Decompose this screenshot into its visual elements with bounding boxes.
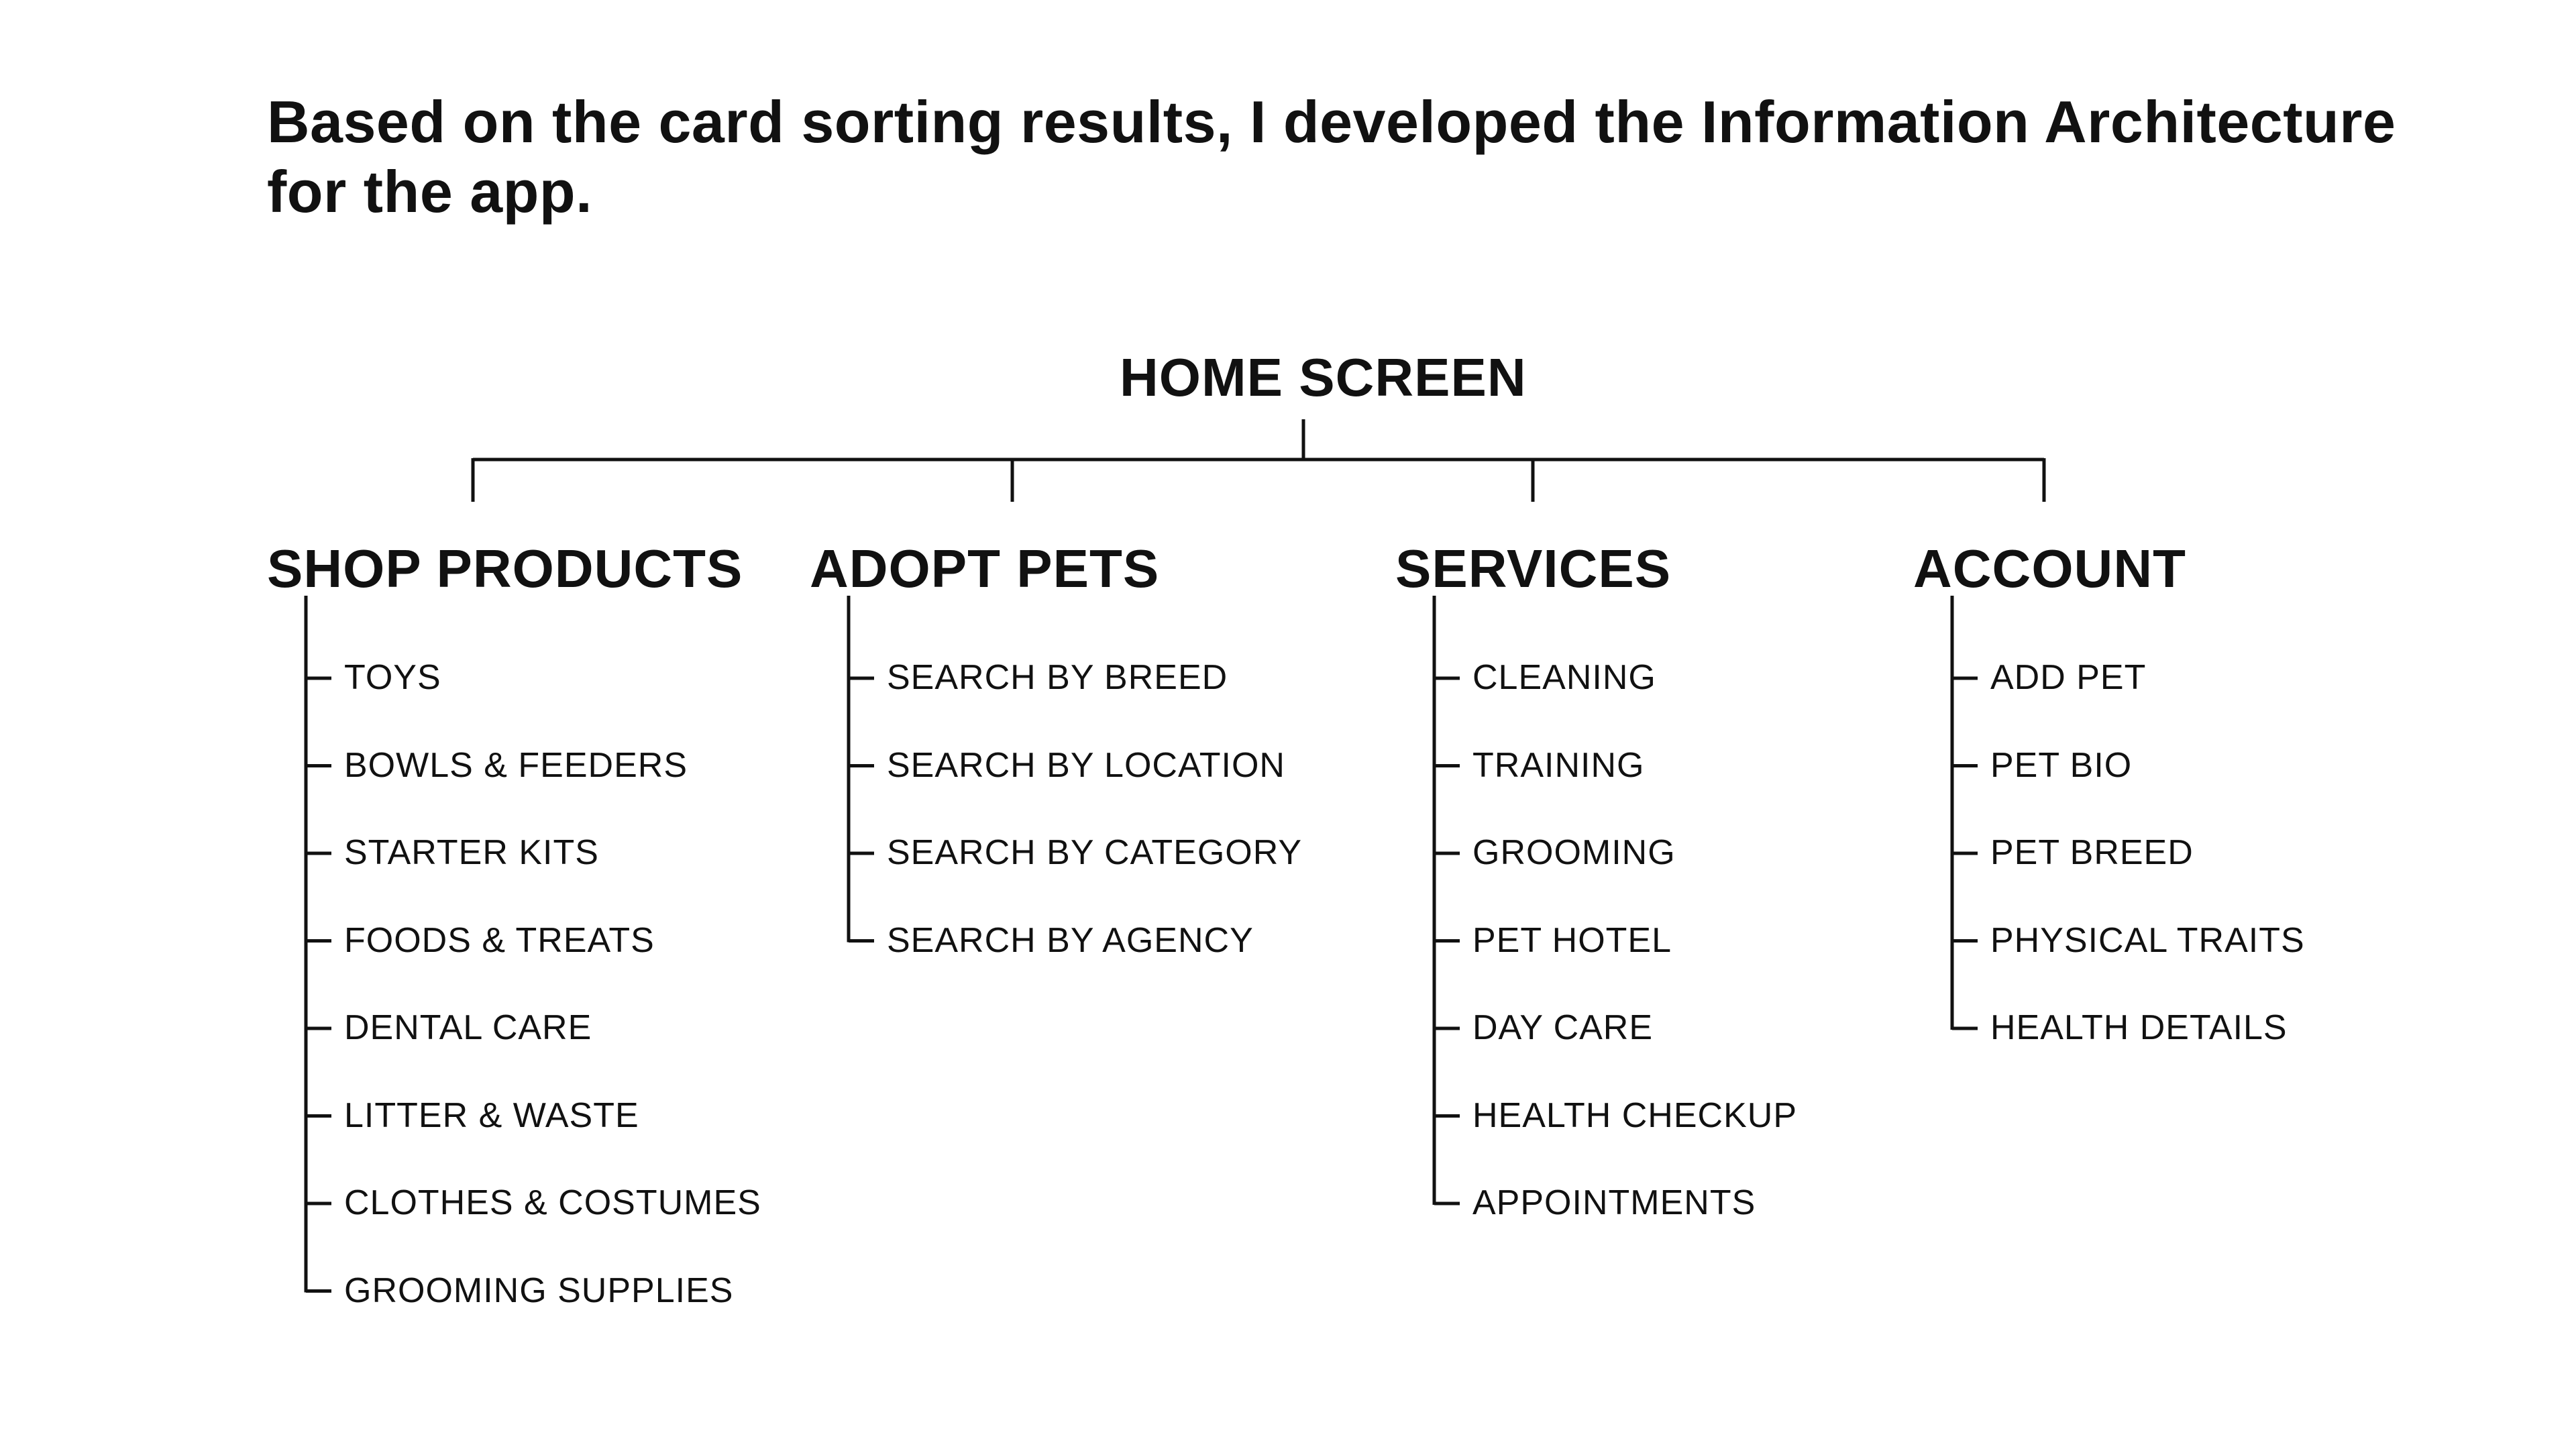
category-title-account: ACCOUNT (1913, 539, 2186, 598)
list-item: CLOTHES & COSTUMES (344, 1183, 761, 1222)
tree-root-label: HOME SCREEN (1120, 347, 1527, 407)
list-item: BOWLS & FEEDERS (344, 745, 688, 785)
list-item: DENTAL CARE (344, 1008, 592, 1047)
category-title-services: SERVICES (1395, 539, 1672, 598)
category-title-shop-products: SHOP PRODUCTS (267, 539, 743, 598)
list-item: APPOINTMENTS (1472, 1183, 1756, 1222)
list-item: ADD PET (1990, 658, 2147, 697)
list-item: STARTER KITS (344, 833, 599, 872)
list-item: GROOMING SUPPLIES (344, 1271, 734, 1310)
list-item: HEALTH CHECKUP (1472, 1095, 1798, 1135)
list-item: TOYS (344, 658, 441, 697)
list-item: CLEANING (1472, 658, 1656, 697)
list-item: SEARCH BY BREED (887, 658, 1228, 697)
category-title-adopt-pets: ADOPT PETS (810, 539, 1160, 598)
list-item: DAY CARE (1472, 1008, 1654, 1047)
list-item: PET BIO (1990, 745, 2133, 785)
list-item: FOODS & TREATS (344, 920, 655, 960)
list-item: HEALTH DETAILS (1990, 1008, 2288, 1047)
list-item: GROOMING (1472, 833, 1676, 872)
list-item: LITTER & WASTE (344, 1095, 639, 1135)
list-item: SEARCH BY AGENCY (887, 920, 1254, 960)
list-item: TRAINING (1472, 745, 1645, 785)
list-item: SEARCH BY CATEGORY (887, 833, 1303, 872)
list-item: SEARCH BY LOCATION (887, 745, 1285, 785)
list-item: PET BREED (1990, 833, 2194, 872)
list-item: PHYSICAL TRAITS (1990, 920, 2305, 960)
list-item: PET HOTEL (1472, 920, 1672, 960)
intro-text: Based on the card sorting results, I developed the Information Architecture for the app. (267, 89, 2396, 225)
